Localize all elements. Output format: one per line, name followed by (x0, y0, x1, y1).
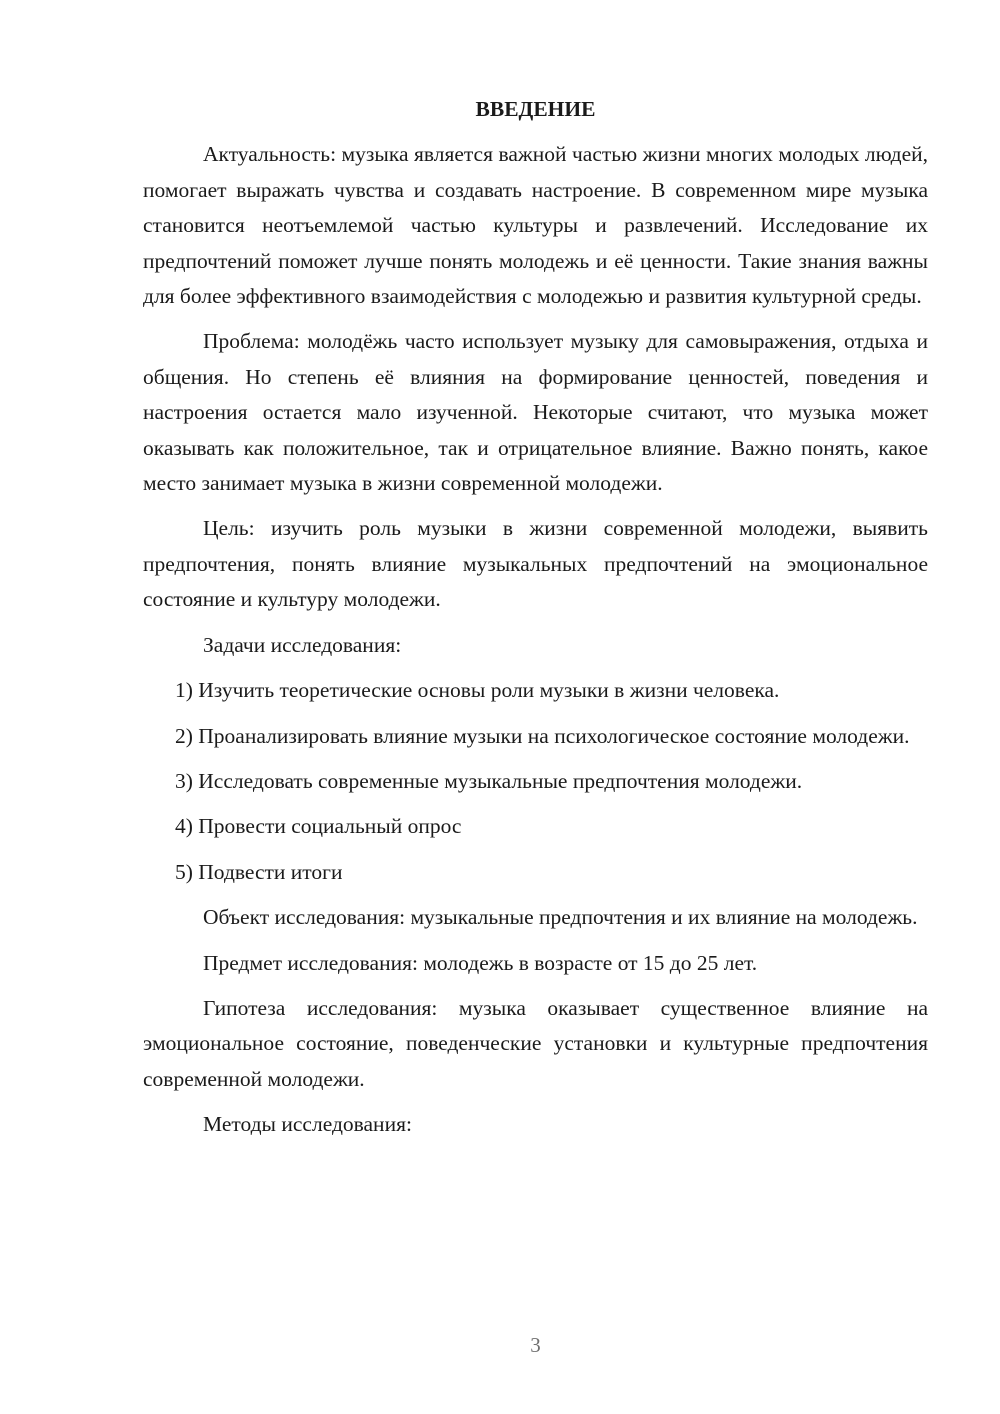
task-item: 1) Изучить теоретические основы роли музыки в жизни человека. (175, 678, 780, 703)
relevance-paragraph: Актуальность: музыка является важной частью жизни многих молодых людей, помогает выражать чувства и создавать настроение. В современном мире музыка становится неотъемлемой частью культуры и развлечений. Исследование их предпочтений поможет лучше понять молодежь и её ценности. Такие знания важны для более эффективного взаимодействия с молодежью и развития культурной среды. (143, 142, 928, 309)
task-item: 4) Провести социальный опрос (175, 814, 462, 839)
task-item: 5) Подвести итоги (175, 859, 343, 884)
hypothesis-paragraph: Гипотеза исследования: музыка оказывает существенное влияние на эмоциональное состояние, поведенческие установки и культурные предпочтения современной молодежи. (143, 995, 928, 1091)
tasks-heading: Задачи исследования: (203, 632, 402, 657)
document-page (143, 92, 928, 1153)
problem-paragraph: Проблема: молодёжь часто использует музыку для самовыражения, отдыха и общения. Но степень её влияния на формирование ценностей, поведения и настроения остается мало изученной. Некоторые считают, что музыка может оказывать как положительное, так и отрицательное влияние. Важно понять, какое место занимает музыка в жизни современной молодежи. (143, 329, 928, 496)
section-title: ВВЕДЕНИЕ (475, 97, 596, 121)
goal-paragraph: Цель: изучить роль музыки в жизни современной молодежи, выявить предпочтения, понять влияние музыкальных предпочтений на эмоциональное состояние и культуру молодежи. (143, 516, 928, 612)
object-paragraph: Объект исследования: музыкальные предпочтения и их влияние на молодежь. (203, 905, 918, 930)
subject-paragraph: Предмет исследования: молодежь в возрасте от 15 до 25 лет. (203, 950, 758, 975)
page-number: 3 (530, 1333, 541, 1357)
methods-heading: Методы исследования: (203, 1112, 412, 1137)
task-item: 2) Проанализировать влияние музыки на психологическое состояние молодежи. (175, 723, 910, 748)
task-item: 3) Исследовать современные музыкальные предпочтения молодежи. (175, 768, 803, 793)
